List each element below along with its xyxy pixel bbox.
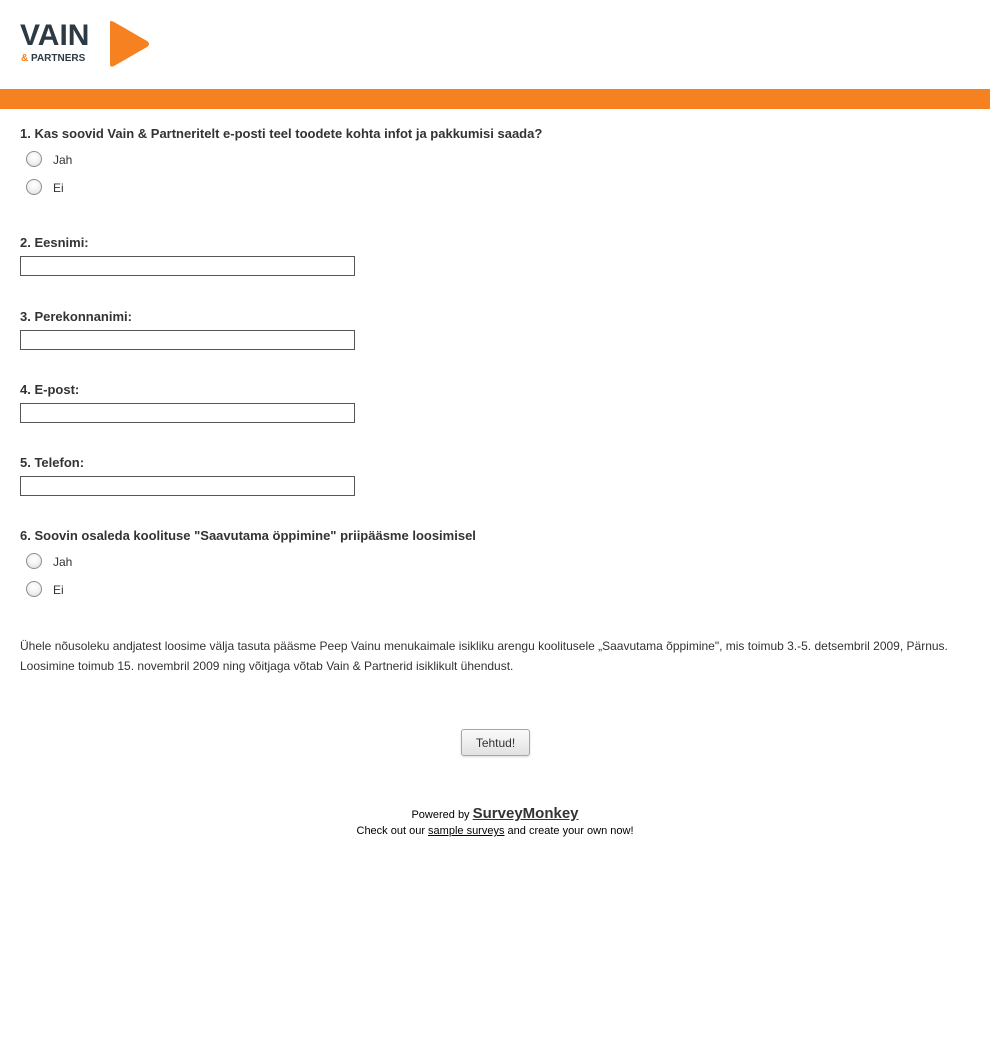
email-field[interactable] <box>20 403 355 423</box>
logo-subtitle: & PARTNERS <box>21 53 86 64</box>
radio-button[interactable] <box>26 179 42 195</box>
radio-label: Jah <box>53 555 73 569</box>
vain-partners-logo[interactable] <box>20 20 150 70</box>
info-paragraph-2: Loosimine toimub 15. novembril 2009 ning võitjaga võtab Vain & Partnerid isiklikult ühendust. <box>20 658 514 673</box>
sample-surveys-link[interactable]: sample surveys <box>428 825 505 837</box>
first-name-field[interactable] <box>20 256 355 276</box>
question-3-title: 3. Perekonnanimi: <box>20 309 132 324</box>
question-2-title: 2. Eesnimi: <box>20 235 89 250</box>
radio-button[interactable] <box>26 581 42 597</box>
phone-field[interactable] <box>20 476 355 496</box>
last-name-field[interactable] <box>20 330 355 350</box>
surveymonkey-link[interactable]: SurveyMonkey <box>472 805 579 822</box>
powered-by-line <box>0 804 990 825</box>
header-divider-bar <box>0 89 990 109</box>
radio-button[interactable] <box>26 151 42 167</box>
submit-button[interactable]: Tehtud! <box>461 729 530 756</box>
radio-label: Ei <box>53 583 64 597</box>
lottery-info-text <box>20 637 970 676</box>
question-6-title: 6. Soovin osaleda koolituse "Saavutama öppimine" priipääsme loosimisel <box>20 528 476 543</box>
play-triangle-icon <box>104 20 150 68</box>
radio-button[interactable] <box>26 553 42 569</box>
footer <box>0 804 990 837</box>
page-header <box>0 0 990 89</box>
question-5-title: 5. Telefon: <box>20 455 85 470</box>
radio-label: Jah <box>53 153 73 167</box>
logo-wordmark: VAIN <box>20 19 90 52</box>
powered-by-text: Powered by <box>411 809 470 821</box>
question-1-title: 1. Kas soovid Vain & Partneritelt e-posti teel toodete kohta infot ja pakkumisi saada? <box>20 126 543 141</box>
radio-label: Ei <box>53 181 64 195</box>
checkout-prefix: Check out our <box>356 825 425 837</box>
checkout-suffix: and create your own now! <box>507 825 634 837</box>
info-paragraph-1: Ühele nõusoleku andjatest loosime välja tasuta pääsme Peep Vainu menukaimale isikliku arengu koolitusele „Saavutama õppimine", mis toimub 3.-5. detsembril 2009, Pärnus. <box>20 639 948 653</box>
question-4-title: 4. E-post: <box>20 382 80 397</box>
checkout-line <box>0 825 990 837</box>
